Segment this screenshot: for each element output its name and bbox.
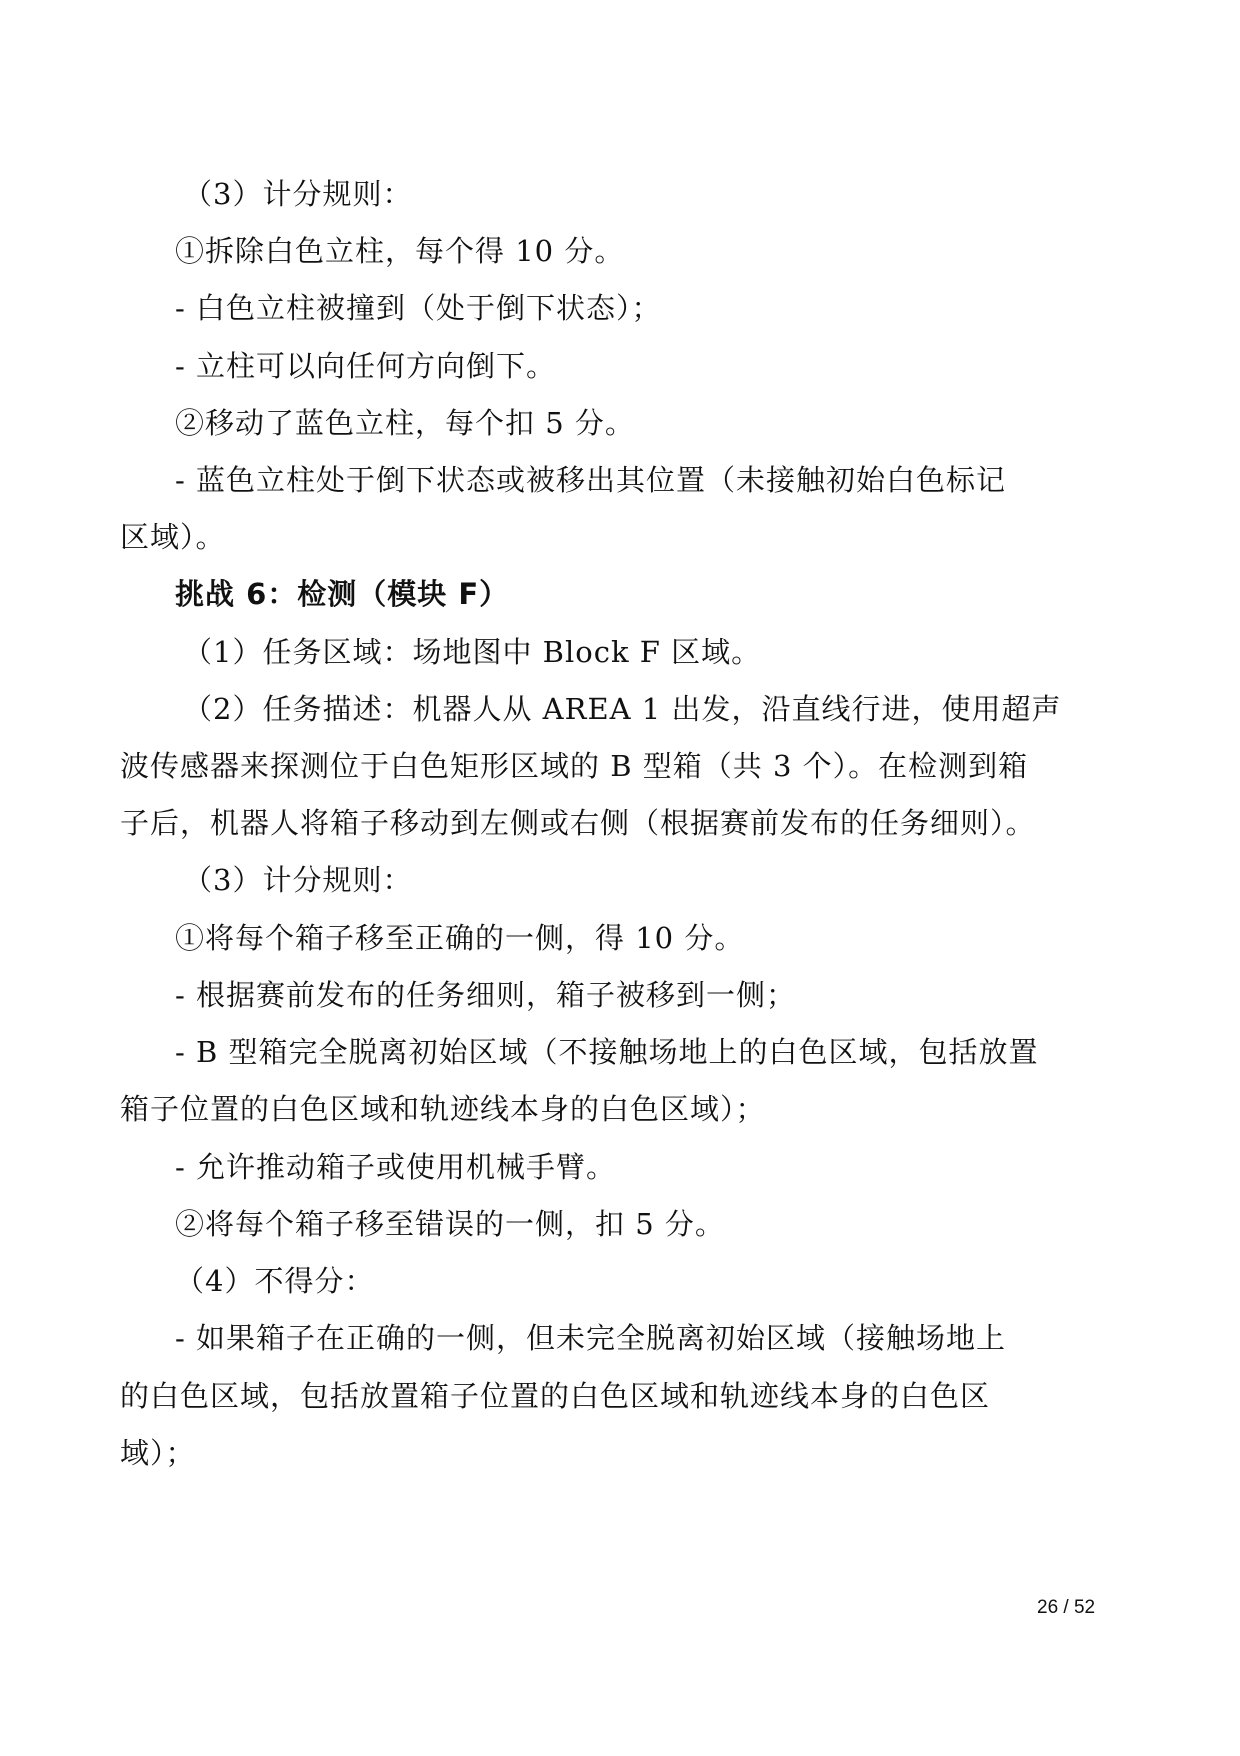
scoring-rules-heading-2: （3）计分规则：	[183, 863, 413, 897]
rule-detail-push-or-arm: - 允许推动箱子或使用机械手臂。	[175, 1150, 617, 1184]
rule-detail-leave-area-line1: - B 型箱完全脱离初始区域（不接触场地上的白色区域，包括放置	[175, 1035, 1039, 1069]
rule-wrong-side: ②将每个箱子移至错误的一侧，扣 5 分。	[175, 1207, 725, 1241]
scoring-rules-heading: （3）计分规则：	[183, 177, 413, 211]
rule-correct-side: ①将每个箱子移至正确的一侧，得 10 分。	[175, 921, 745, 955]
rule-detail-leave-area-line2: 箱子位置的白色区域和轨迹线本身的白色区域）；	[120, 1092, 766, 1126]
no-score-detail-line2: 的白色区域，包括放置箱子位置的白色区域和轨迹线本身的白色区	[120, 1379, 991, 1413]
page-number: 26 / 52	[1037, 1597, 1096, 1618]
rule-move-blue-pillar: ②移动了蓝色立柱，每个扣 5 分。	[175, 406, 635, 440]
no-score-detail-line3: 域）；	[120, 1436, 196, 1470]
rule-detail-pillar-fall-direction: - 立柱可以向任何方向倒下。	[175, 349, 557, 383]
rule-detail-white-pillar-hit: - 白色立柱被撞到（处于倒下状态）；	[175, 291, 662, 325]
section-heading-challenge-6: 挑战 6：检测（模块 F）	[175, 577, 510, 611]
task-description-line1: （2）任务描述：机器人从 AREA 1 出发，沿直线行进，使用超声	[183, 692, 1062, 726]
rule-detail-blue-pillar-line1: - 蓝色立柱处于倒下状态或被移出其位置（未接触初始白色标记	[175, 463, 1007, 497]
rule-remove-white-pillar: ①拆除白色立柱，每个得 10 分。	[175, 234, 625, 268]
task-description-line2: 波传感器来探测位于白色矩形区域的 B 型箱（共 3 个）。在检测到箱	[120, 749, 1029, 783]
no-score-heading: （4）不得分：	[175, 1264, 375, 1298]
task-description-line3: 子后，机器人将箱子移动到左侧或右侧（根据赛前发布的任务细则）。	[120, 806, 1036, 840]
no-score-detail-line1: - 如果箱子在正确的一侧，但未完全脱离初始区域（接触场地上	[175, 1321, 1007, 1355]
rule-detail-moved-side: - 根据赛前发布的任务细则，箱子被移到一侧；	[175, 978, 797, 1012]
rule-detail-blue-pillar-line2: 区域）。	[120, 520, 226, 554]
task-area: （1）任务区域：场地图中 Block F 区域。	[183, 635, 762, 669]
